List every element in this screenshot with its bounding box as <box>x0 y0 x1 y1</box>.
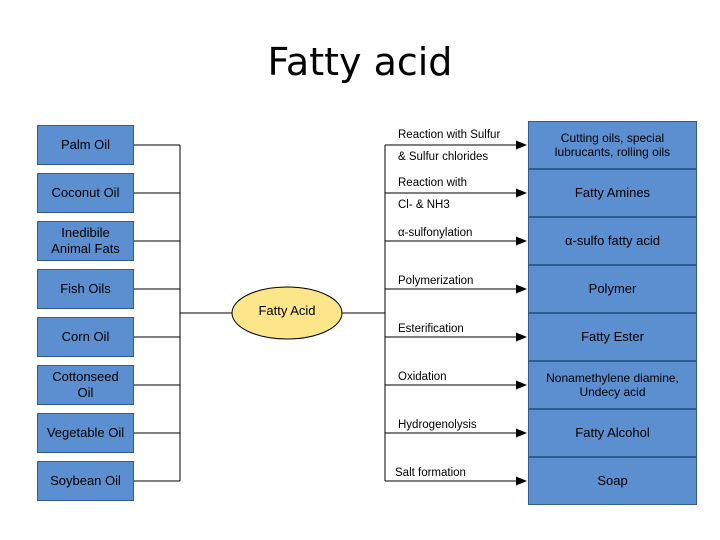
product-label: Soap <box>597 473 628 488</box>
product-box <box>528 169 697 217</box>
product-box <box>528 265 697 313</box>
source-label: Fish Oils <box>60 281 111 296</box>
reaction-label: Cl- & NH3 <box>398 199 450 211</box>
source-label: Soybean Oil <box>50 473 121 488</box>
source-box <box>37 461 134 501</box>
reaction-label: Polymerization <box>398 275 474 287</box>
reaction-label: & Sulfur chlorides <box>398 151 489 163</box>
product-label: Cutting oils, special lubrucants, rolling oils <box>554 131 671 159</box>
center-node-label: Fatty Acid <box>258 303 316 318</box>
source-label: Palm Oil <box>60 137 111 152</box>
source-label: Cottonseed Oil <box>52 369 119 400</box>
reaction-label: α-sulfonylation <box>398 227 473 239</box>
source-box <box>37 173 134 213</box>
source-box <box>37 365 134 405</box>
product-label: Polymer <box>588 281 637 296</box>
source-label: Corn Oil <box>61 329 110 344</box>
product-label: Nonamethylene diamine, Undecy acid <box>546 371 679 399</box>
source-box <box>37 413 134 453</box>
reaction-label: Reaction with <box>398 177 468 189</box>
product-label: Fatty Amines <box>574 185 651 200</box>
source-label: Vegetable Oil <box>46 425 125 440</box>
product-label: Fatty Alcohol <box>575 425 650 440</box>
product-label: α-sulfo fatty acid <box>565 233 660 248</box>
source-label: Coconut Oil <box>51 185 120 200</box>
source-box <box>37 221 134 261</box>
product-box <box>528 409 697 457</box>
product-box <box>528 121 697 169</box>
source-box <box>37 317 134 357</box>
reaction-label: Esterification <box>398 323 464 335</box>
product-label: Fatty Ester <box>581 329 644 344</box>
product-box <box>528 313 697 361</box>
product-box <box>528 217 697 265</box>
reaction-label: Hydrogenolysis <box>398 419 477 431</box>
reaction-label: Salt formation <box>395 467 466 479</box>
diagram-title: Fatty acid <box>267 40 453 84</box>
source-label: Inedibile Animal Fats <box>51 225 120 256</box>
product-box <box>528 457 697 505</box>
product-box <box>528 361 697 409</box>
source-box <box>37 125 134 165</box>
reaction-label: Reaction with Sulfur <box>398 129 501 141</box>
source-box <box>37 269 134 309</box>
reaction-label: Oxidation <box>398 371 447 383</box>
